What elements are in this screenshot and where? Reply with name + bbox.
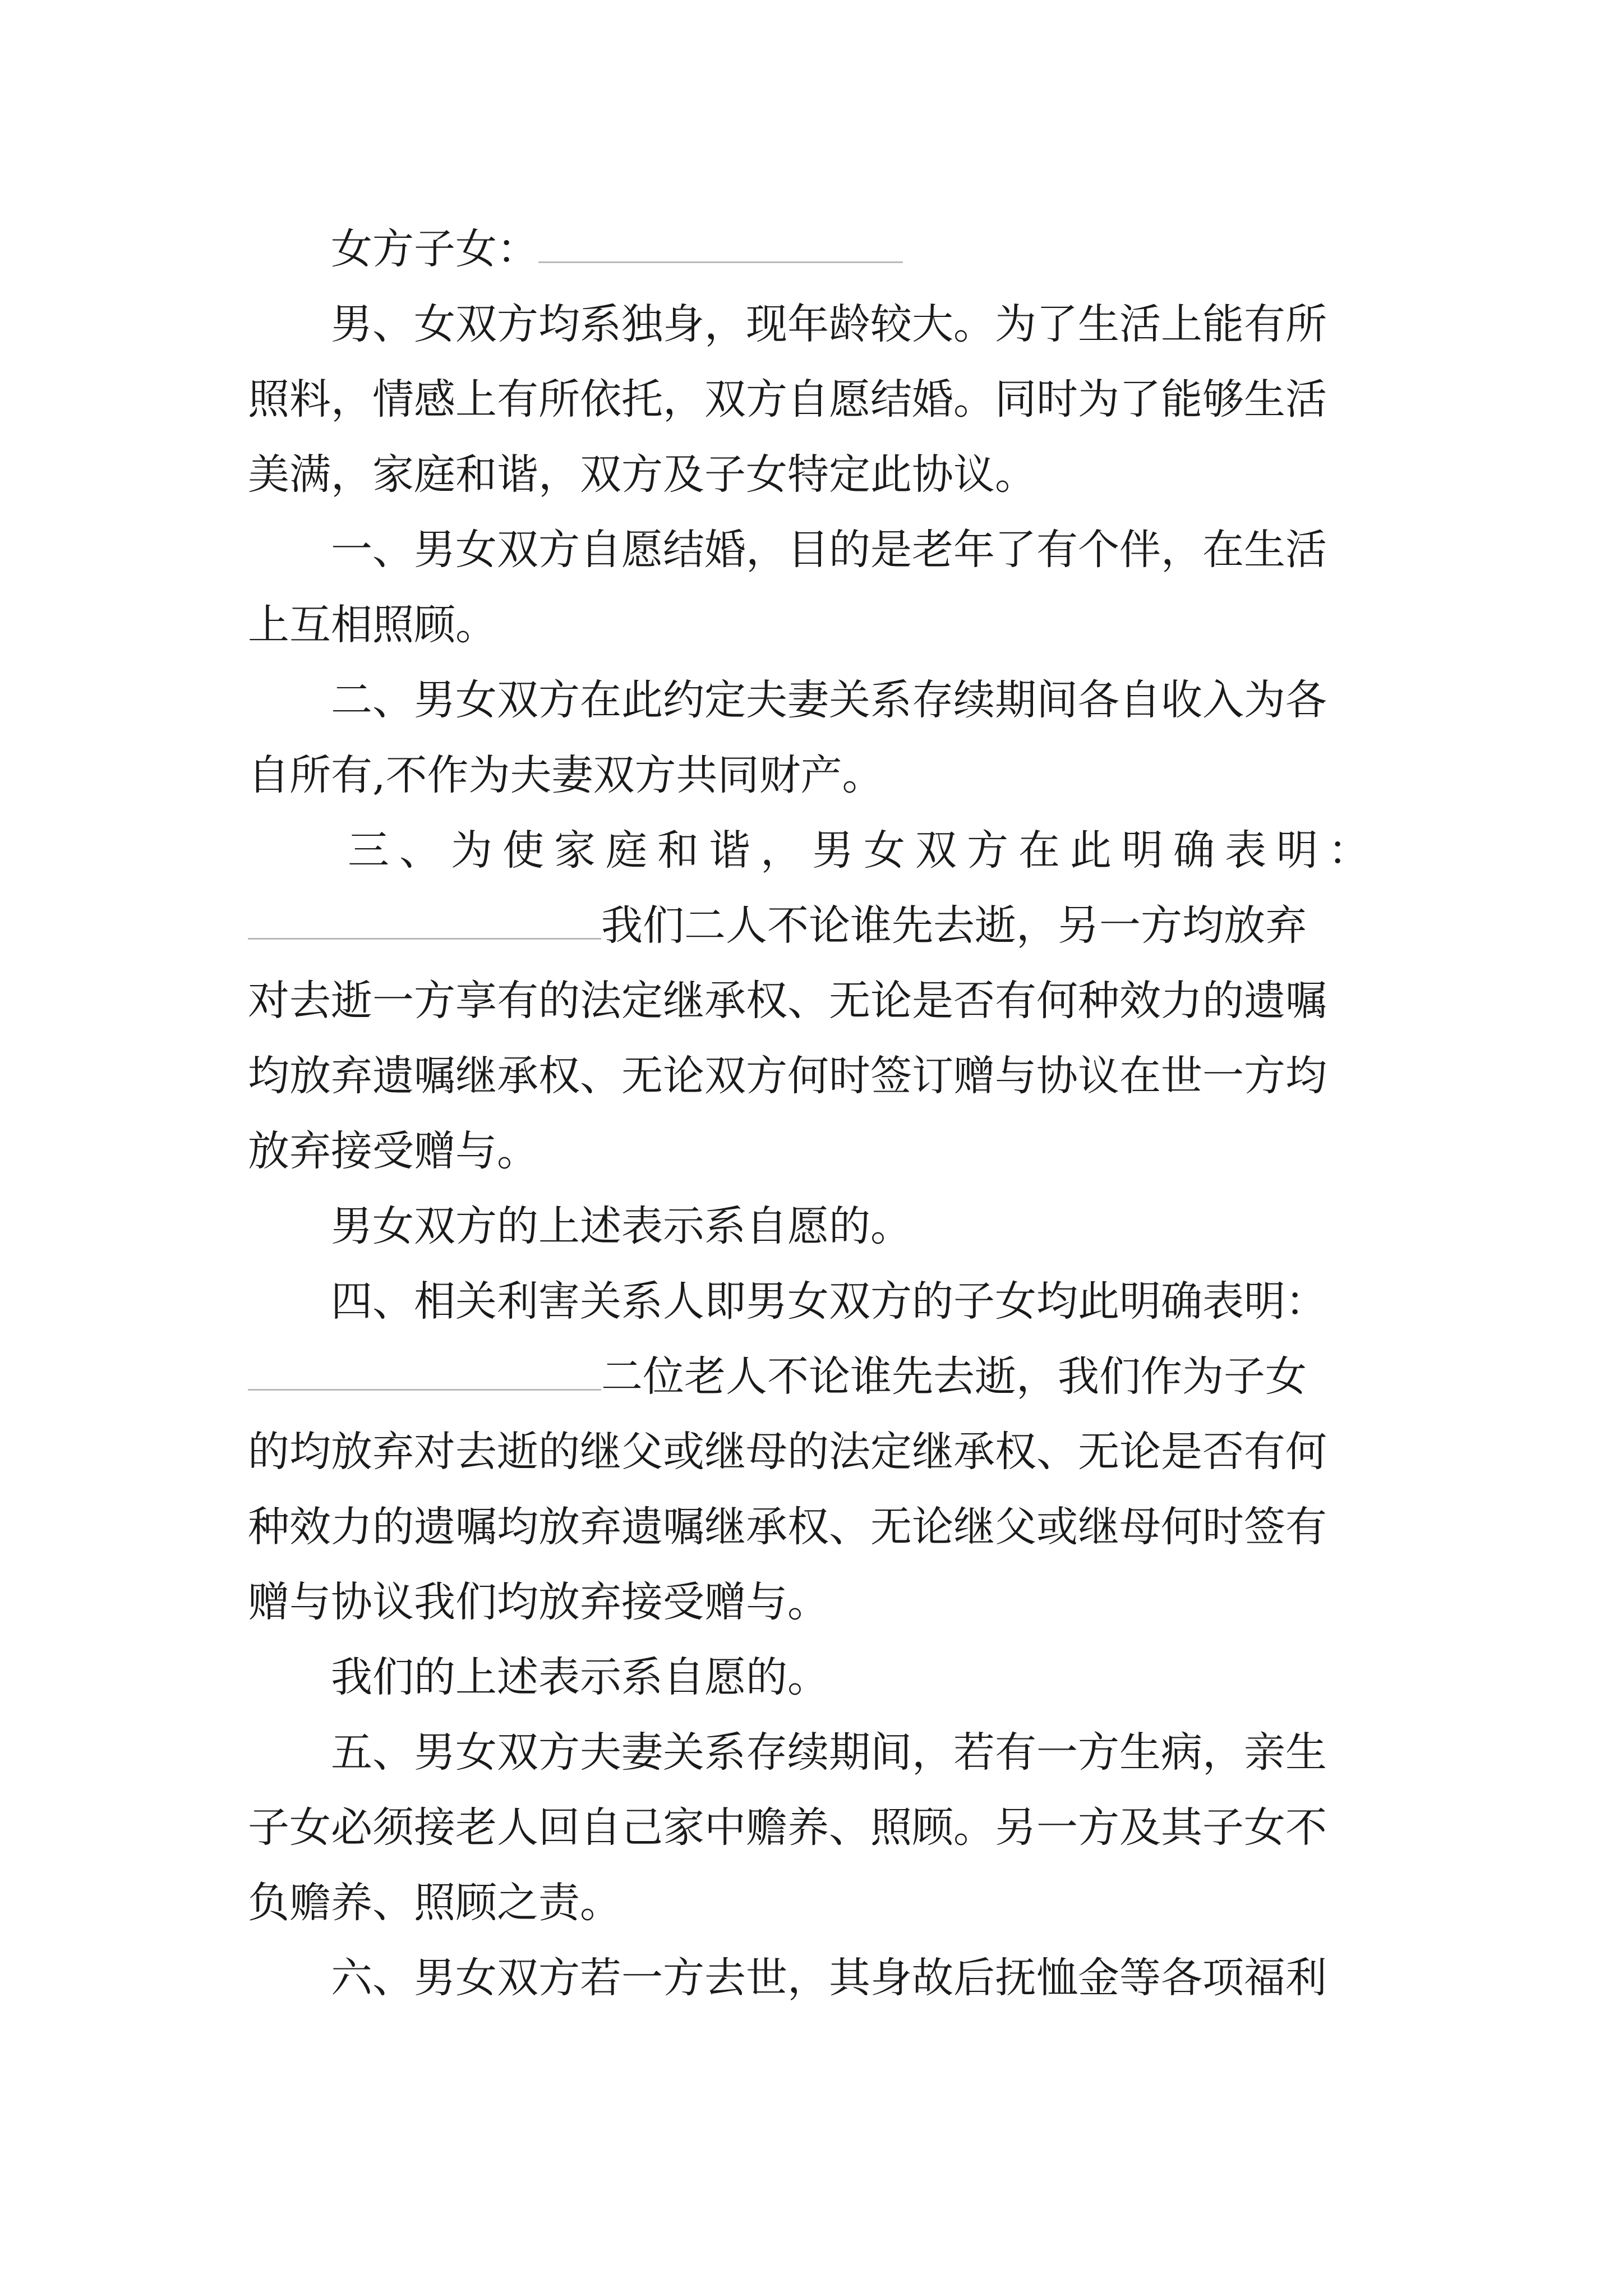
text-segment: 三、为使家庭和谐，男女双方在此明确表明： bbox=[348, 826, 1380, 875]
text-line bbox=[248, 1646, 1381, 1708]
text-segment: 男女双方的上述表示系自愿的。 bbox=[331, 1202, 912, 1250]
text-segment: 一、男女双方自愿结婚，目的是老年了有个伴，在生活 bbox=[331, 526, 1327, 574]
text-line bbox=[248, 669, 1381, 731]
text-line bbox=[248, 1797, 1381, 1858]
text-line bbox=[248, 1571, 1381, 1633]
text-line bbox=[248, 1947, 1381, 2009]
text-line bbox=[248, 293, 1381, 355]
text-line bbox=[248, 970, 1381, 1032]
text-segment: 对去逝一方享有的法定继承权、无论是否有何种效力的遗嘱 bbox=[248, 977, 1327, 1025]
text-line bbox=[248, 444, 1381, 505]
text-line bbox=[248, 1722, 1381, 1783]
text-line bbox=[248, 1195, 1381, 1257]
text-line bbox=[248, 519, 1381, 581]
text-segment: 女方子女： bbox=[331, 225, 538, 273]
text-line bbox=[248, 1346, 1381, 1407]
fill-in-blank bbox=[248, 899, 601, 940]
text-segment: 照料，情感上有所依托，双方自愿结婚。同时为了能够生活 bbox=[248, 375, 1327, 424]
text-segment: 我们二人不论谁先去逝，另一方均放弃 bbox=[601, 901, 1307, 950]
text-segment: 六、男女双方若一方去世，其身故后抚恤金等各项福利 bbox=[331, 1954, 1327, 2002]
text-line bbox=[248, 1421, 1381, 1483]
text-line bbox=[248, 1120, 1381, 1182]
text-segment: 负赡养、照顾之责。 bbox=[248, 1879, 621, 1927]
text-segment: 美满，家庭和谐，双方及子女特定此协议。 bbox=[248, 450, 1036, 499]
text-line bbox=[248, 820, 1381, 881]
text-segment: 均放弃遗嘱继承权、无论双方何时签订赠与协议在世一方均 bbox=[248, 1052, 1327, 1100]
text-segment: 子女必须接老人回自己家中赡养、照顾。另一方及其子女不 bbox=[248, 1803, 1327, 1852]
text-segment: 赠与协议我们均放弃接受赠与。 bbox=[248, 1578, 829, 1626]
text-line bbox=[248, 594, 1381, 656]
text-segment: 二位老人不论谁先去逝，我们作为子女 bbox=[601, 1352, 1307, 1401]
text-line bbox=[248, 895, 1381, 956]
fill-in-blank bbox=[248, 1350, 601, 1391]
fill-in-blank bbox=[538, 222, 903, 263]
text-line bbox=[248, 1271, 1381, 1332]
text-line bbox=[248, 1045, 1381, 1107]
text-segment: 上互相照顾。 bbox=[248, 601, 497, 649]
text-segment: 男、女双方均系独身，现年龄较大。为了生活上能有所 bbox=[331, 300, 1327, 348]
text-segment: 五、男女双方夫妻关系存续期间，若有一方生病，亲生 bbox=[331, 1728, 1327, 1777]
text-segment: 放弃接受赠与。 bbox=[248, 1127, 538, 1175]
text-segment: 四、相关利害关系人即男女双方的子女均此明确表明： bbox=[331, 1277, 1327, 1326]
text-segment: 我们的上述表示系自愿的。 bbox=[331, 1653, 829, 1701]
text-line bbox=[248, 369, 1381, 430]
text-line bbox=[248, 744, 1381, 806]
text-line bbox=[248, 1496, 1381, 1558]
text-segment: 种效力的遗嘱均放弃遗嘱继承权、无论继父或继母何时签有 bbox=[248, 1503, 1327, 1551]
text-segment: 二、男女双方在此约定夫妻关系存续期间各自收入为各 bbox=[331, 676, 1327, 724]
text-segment: 自所有,不作为夫妻双方共同财产。 bbox=[248, 751, 884, 799]
text-segment: 的均放弃对去逝的继父或继母的法定继承权、无论是否有何 bbox=[248, 1428, 1327, 1476]
text-line bbox=[248, 1872, 1381, 1934]
text-line bbox=[248, 218, 1381, 280]
